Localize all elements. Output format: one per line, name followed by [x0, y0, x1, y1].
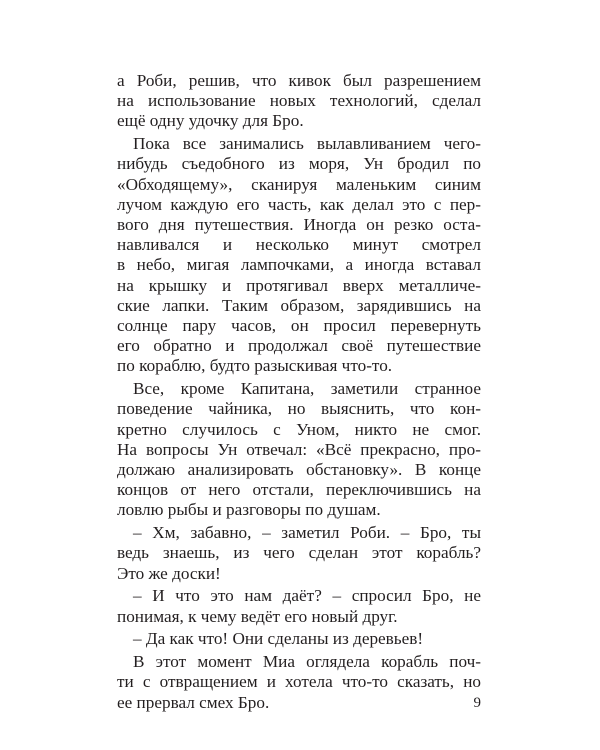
text-line: по кораблю, будто разыскивая что-то.: [117, 356, 393, 376]
text-line: ти с отвращением и хотела что-то сказать, но: [117, 672, 481, 692]
text-line: Все, кроме Капитана, заметили странное: [133, 379, 481, 399]
text-line: На вопросы Ун отвечал: «Всё прекрасно, про-: [117, 439, 481, 459]
text-line: ловлю рыбы и разговоры по душам.: [117, 500, 381, 520]
text-line: – Хм, забавно, – заметил Роби. – Бро, ты: [133, 523, 481, 543]
text-line: ещё одну удочку для Бро.: [117, 111, 304, 131]
text-line: «Обходящему», сканируя маленьким синим: [117, 174, 481, 194]
text-line: ведь знаешь, из чего сделан этот корабль?: [117, 543, 481, 563]
text-line: лучом каждую его часть, как делал это с пер-: [117, 194, 481, 214]
text-line: ские лапки. Таким образом, зарядившись на: [117, 295, 481, 315]
text-line: В этот момент Миа оглядела корабль поч-: [133, 652, 481, 672]
text-line: концов от него отстали, переключившись на: [117, 480, 481, 500]
text-line: кретно случилось с Уном, никто не смог.: [117, 419, 481, 439]
text-line: солнце пару часов, он просил перевернуть: [117, 316, 481, 335]
text-line: на крышку и протягивал вверх металличе-: [117, 275, 481, 295]
text-line: навливался и несколько минут смотрел: [117, 235, 481, 255]
text-line: Пока все занимались вылавливанием чего-: [133, 134, 481, 154]
text-line: нибудь съедобного из моря, Ун бродил по: [117, 154, 481, 174]
text-line: Это же доски!: [117, 563, 221, 583]
text-line: – Да как что! Они сделаны из деревьев!: [133, 629, 424, 649]
text-line: в небо, мигая лампочками, а иногда вставал: [117, 255, 481, 275]
text-line: вого дня путешествия. Иногда он резко оста-: [117, 215, 481, 234]
text-line: поведение чайника, но выяснить, что кон-: [117, 399, 481, 419]
text-line: понимая, к чему ведёт его новый друг.: [117, 606, 398, 626]
text-line: на использование новых технологий, сделал: [117, 91, 481, 111]
text-line: – И что это нам даёт? – спросил Бро, не: [133, 586, 481, 606]
text-line: а Роби, решив, что кивок был разрешением: [117, 71, 481, 90]
text-line: его обратно и продолжал своё путешествие: [117, 336, 481, 356]
text-line: ее прервал смех Бро.: [117, 692, 270, 712]
text-line: должаю анализировать обстановку». В конце: [117, 460, 481, 479]
page-number: 9: [473, 694, 481, 711]
